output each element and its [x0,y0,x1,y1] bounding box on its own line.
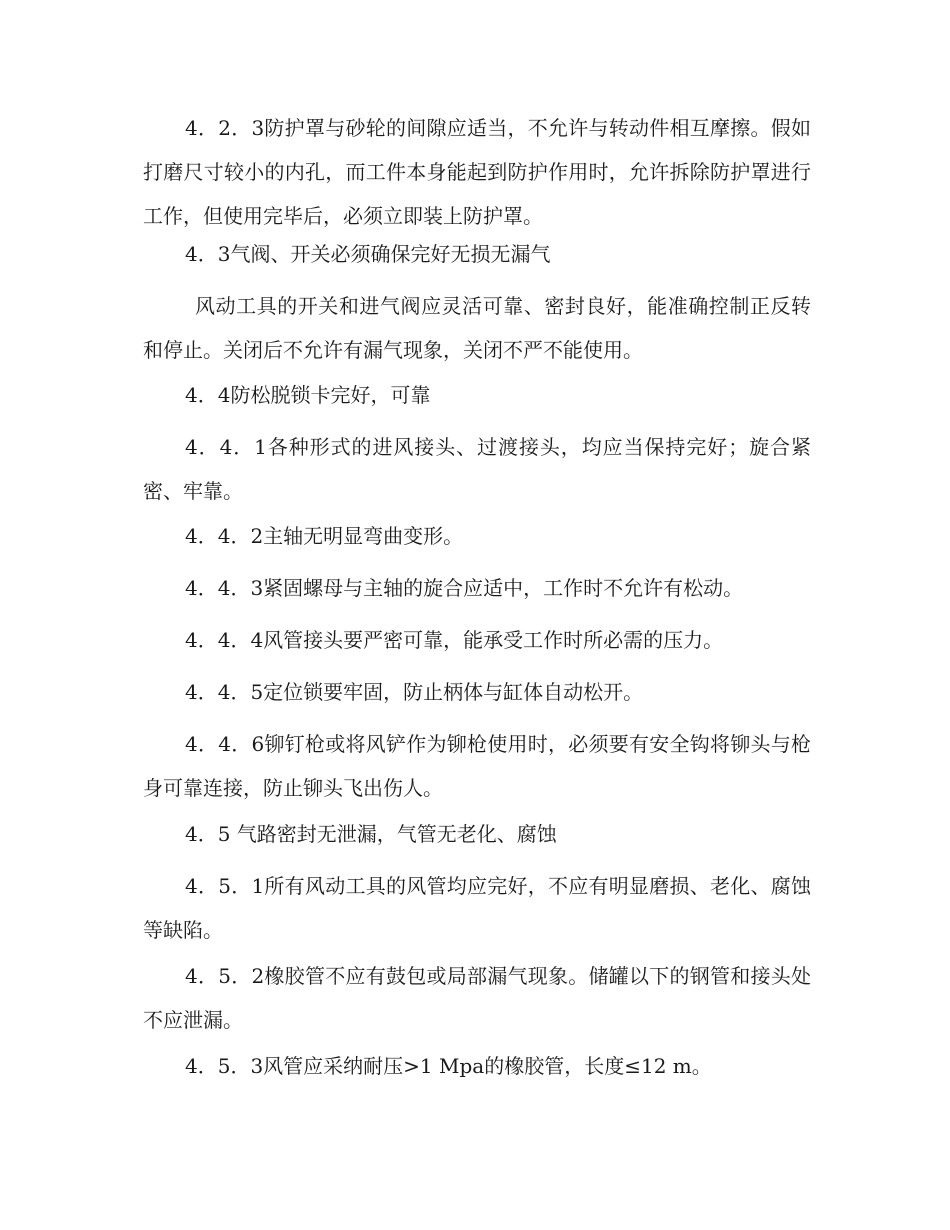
paragraph-4-3-body: 风动工具的开关和进气阀应灵活可靠、密封良好，能准确控制正反转和停止。关闭后不允许有漏气现象，关闭不严不能使用。 [143,294,811,362]
paragraph-4-4-5: 4．4．5定位锁要牢固，防止柄体与缸体自动松开。 [185,680,644,704]
paragraph-4-5-1: 4．5．1所有风动工具的风管均应完好，不应有明显磨损、老化、腐蚀等缺陷。 [143,874,811,942]
paragraph-4-4-6: 4．4．6铆钉枪或将风铲作为铆枪使用时，必须要有安全钩将铆头与枪身可靠连接，防止铆头飞出伤人。 [143,732,811,800]
paragraph-4-4-2: 4．4．2主轴无明显弯曲变形。 [185,524,464,548]
heading-4-5: 4．5 气路密封无泄漏，气管无老化、腐蚀 [185,822,557,846]
paragraph-4-5-2: 4．5．2橡胶管不应有鼓包或局部漏气现象。储罐以下的钢管和接头处不应泄漏。 [143,964,811,1032]
paragraph-4-2-3: 4．2．3防护罩与砂轮的间隙应适当，不允许与转动件相互摩擦。假如打磨尺寸较小的内孔，而工件本身能起到防护作用时，允许拆除防护罩进行工作，但使用完毕后，必须立即装上防护罩。 [143,116,811,228]
paragraph-4-4-1: 4．4．1各种形式的进风接头、过渡接头，均应当保持完好；旋合紧密、牢靠。 [143,435,811,503]
paragraph-4-5-3: 4．5．3风管应采纳耐压>1 Mpa的橡胶管，长度≤12 m。 [185,1054,712,1078]
heading-4-4: 4．4防松脱锁卡完好，可靠 [185,383,431,407]
paragraph-4-4-4: 4．4．4风管接头要严密可靠，能承受工作时所必需的压力。 [185,628,724,652]
heading-4-3: 4．3气阀、开关必须确保完好无损无漏气 [185,242,551,266]
paragraph-4-4-3: 4．4．3紧固螺母与主轴的旋合应适中，工作时不允许有松动。 [185,576,744,600]
